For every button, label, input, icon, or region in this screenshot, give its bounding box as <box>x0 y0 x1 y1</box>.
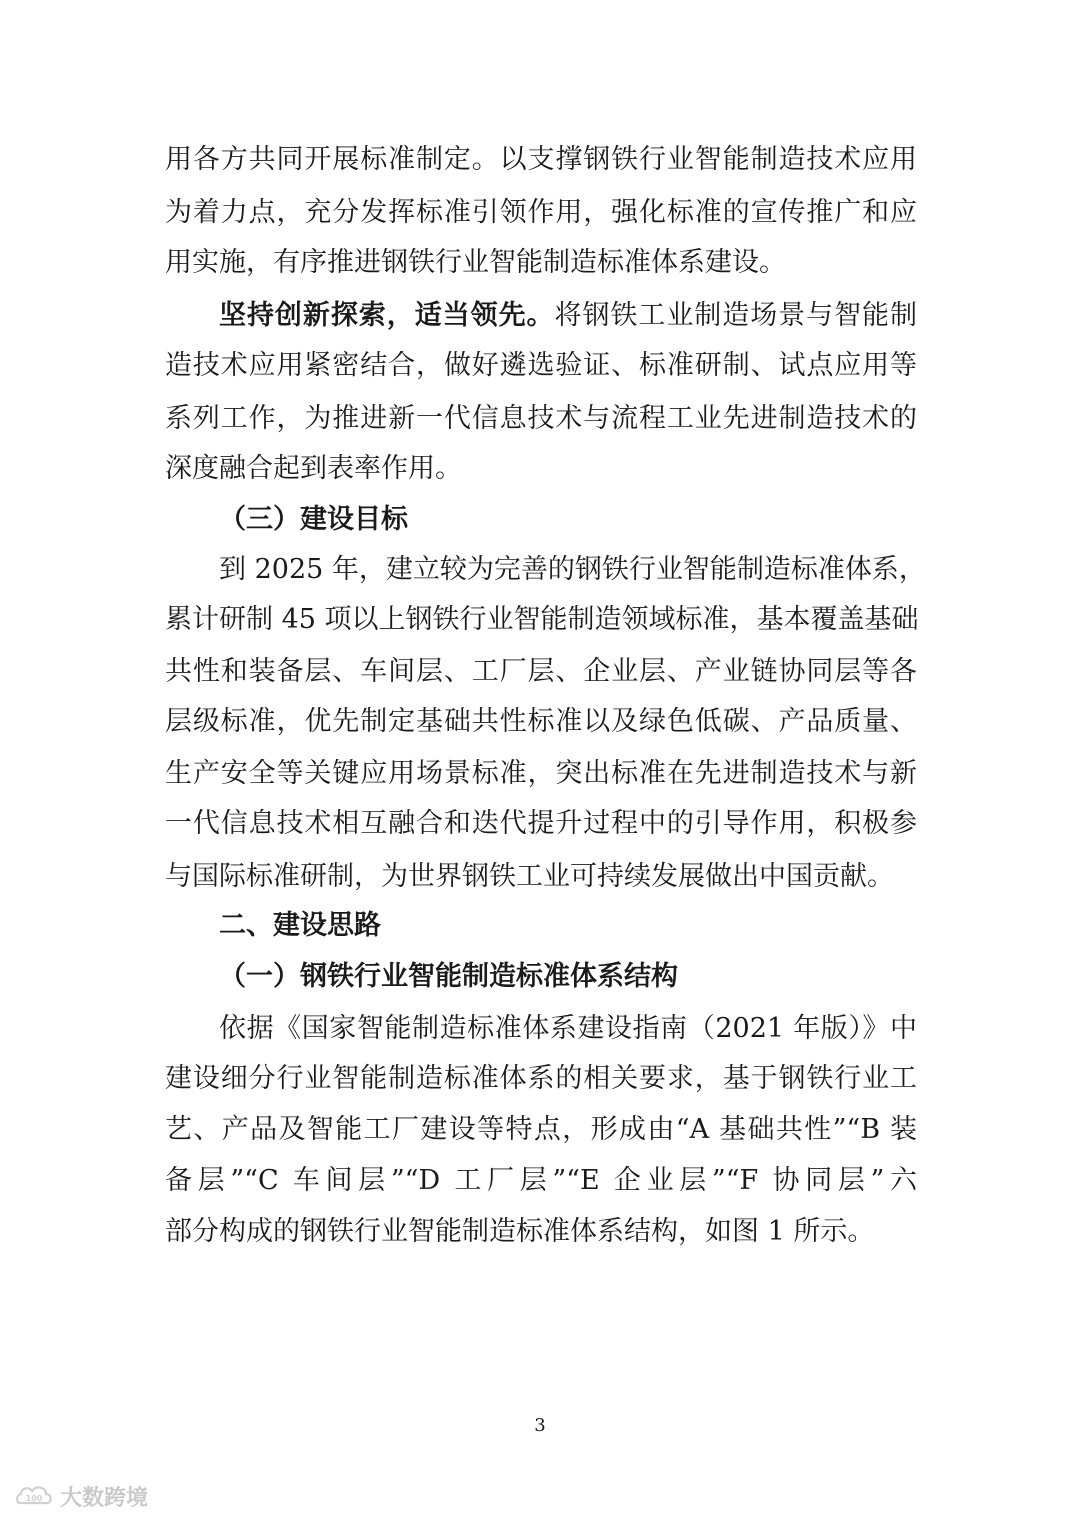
para2-line-1 <box>219 296 917 336</box>
para3-line-1: 到 2025 年，建立较为完善的钢铁行业智能制造标准体系， <box>219 554 926 585</box>
para4-line-3: 艺、产品及智能工厂建设等特点，形成由“A 基础共性”“B 装 <box>165 1114 917 1145</box>
para3-line-7: 与国际标准研制，为世界钢铁工业可持续发展做出中国贡献。 <box>165 861 894 892</box>
para1-line-1: 用各方共同开展标准制定。以支撑钢铁行业智能制造技术应用 <box>165 144 917 175</box>
heading-section-2: 二、建设思路 <box>219 910 381 941</box>
para1-line-3: 用实施，有序推进钢铁行业智能制造标准体系建设。 <box>165 247 786 278</box>
para4-line-1: 依据《国家智能制造标准体系建设指南（2021 年版）》中 <box>219 1013 917 1044</box>
watermark-text: 大数跨境 <box>60 1485 149 1511</box>
para2-line-4: 深度融合起到表率作用。 <box>165 453 462 484</box>
para2-line-3: 系列工作，为推进新一代信息技术与流程工业先进制造技术的 <box>165 403 917 434</box>
heading-goal: （三）建设目标 <box>219 504 408 535</box>
heading-structure: （一）钢铁行业智能制造标准体系结构 <box>219 961 678 992</box>
para3-line-3: 共性和装备层、车间层、工厂层、企业层、产业链协同层等各 <box>165 656 917 687</box>
para3-line-5: 生产安全等关键应用场景标准，突出标准在先进制造技术与新 <box>165 758 917 789</box>
watermark-logo-icon <box>14 1481 54 1511</box>
watermark <box>14 1478 148 1514</box>
para2-lead: 坚持创新探索，适当领先。 <box>219 300 555 331</box>
para3-line-4: 层级标准，优先制定基础共性标准以及绿色低碳、产品质量、 <box>165 706 917 737</box>
para3-line-6: 一代信息技术相互融合和迭代提升过程中的引导作用，积极参 <box>165 808 917 839</box>
para4-line-2: 建设细分行业智能制造标准体系的相关要求，基于钢铁行业工 <box>165 1063 917 1094</box>
para2-line-2: 造技术应用紧密结合，做好遴选验证、标准研制、试点应用等 <box>165 350 917 381</box>
page-number: 3 <box>534 1415 546 1436</box>
para4-line-4: 备层”“C 车间层”“D 工厂层”“E 企业层”“F 协同层”六 <box>165 1165 917 1196</box>
para4-line-5: 部分构成的钢铁行业智能制造标准体系结构，如图 1 所示。 <box>165 1216 875 1247</box>
para1-line-2: 为着力点，充分发挥标准引领作用，强化标准的宣传推广和应 <box>165 197 917 228</box>
para2-line-1-rest: 将钢铁工业制造场景与智能制 <box>554 300 917 331</box>
para3-line-2: 累计研制 45 项以上钢铁行业智能制造领域标准，基本覆盖基础 <box>165 604 919 635</box>
svg-text:100: 100 <box>25 1494 43 1503</box>
